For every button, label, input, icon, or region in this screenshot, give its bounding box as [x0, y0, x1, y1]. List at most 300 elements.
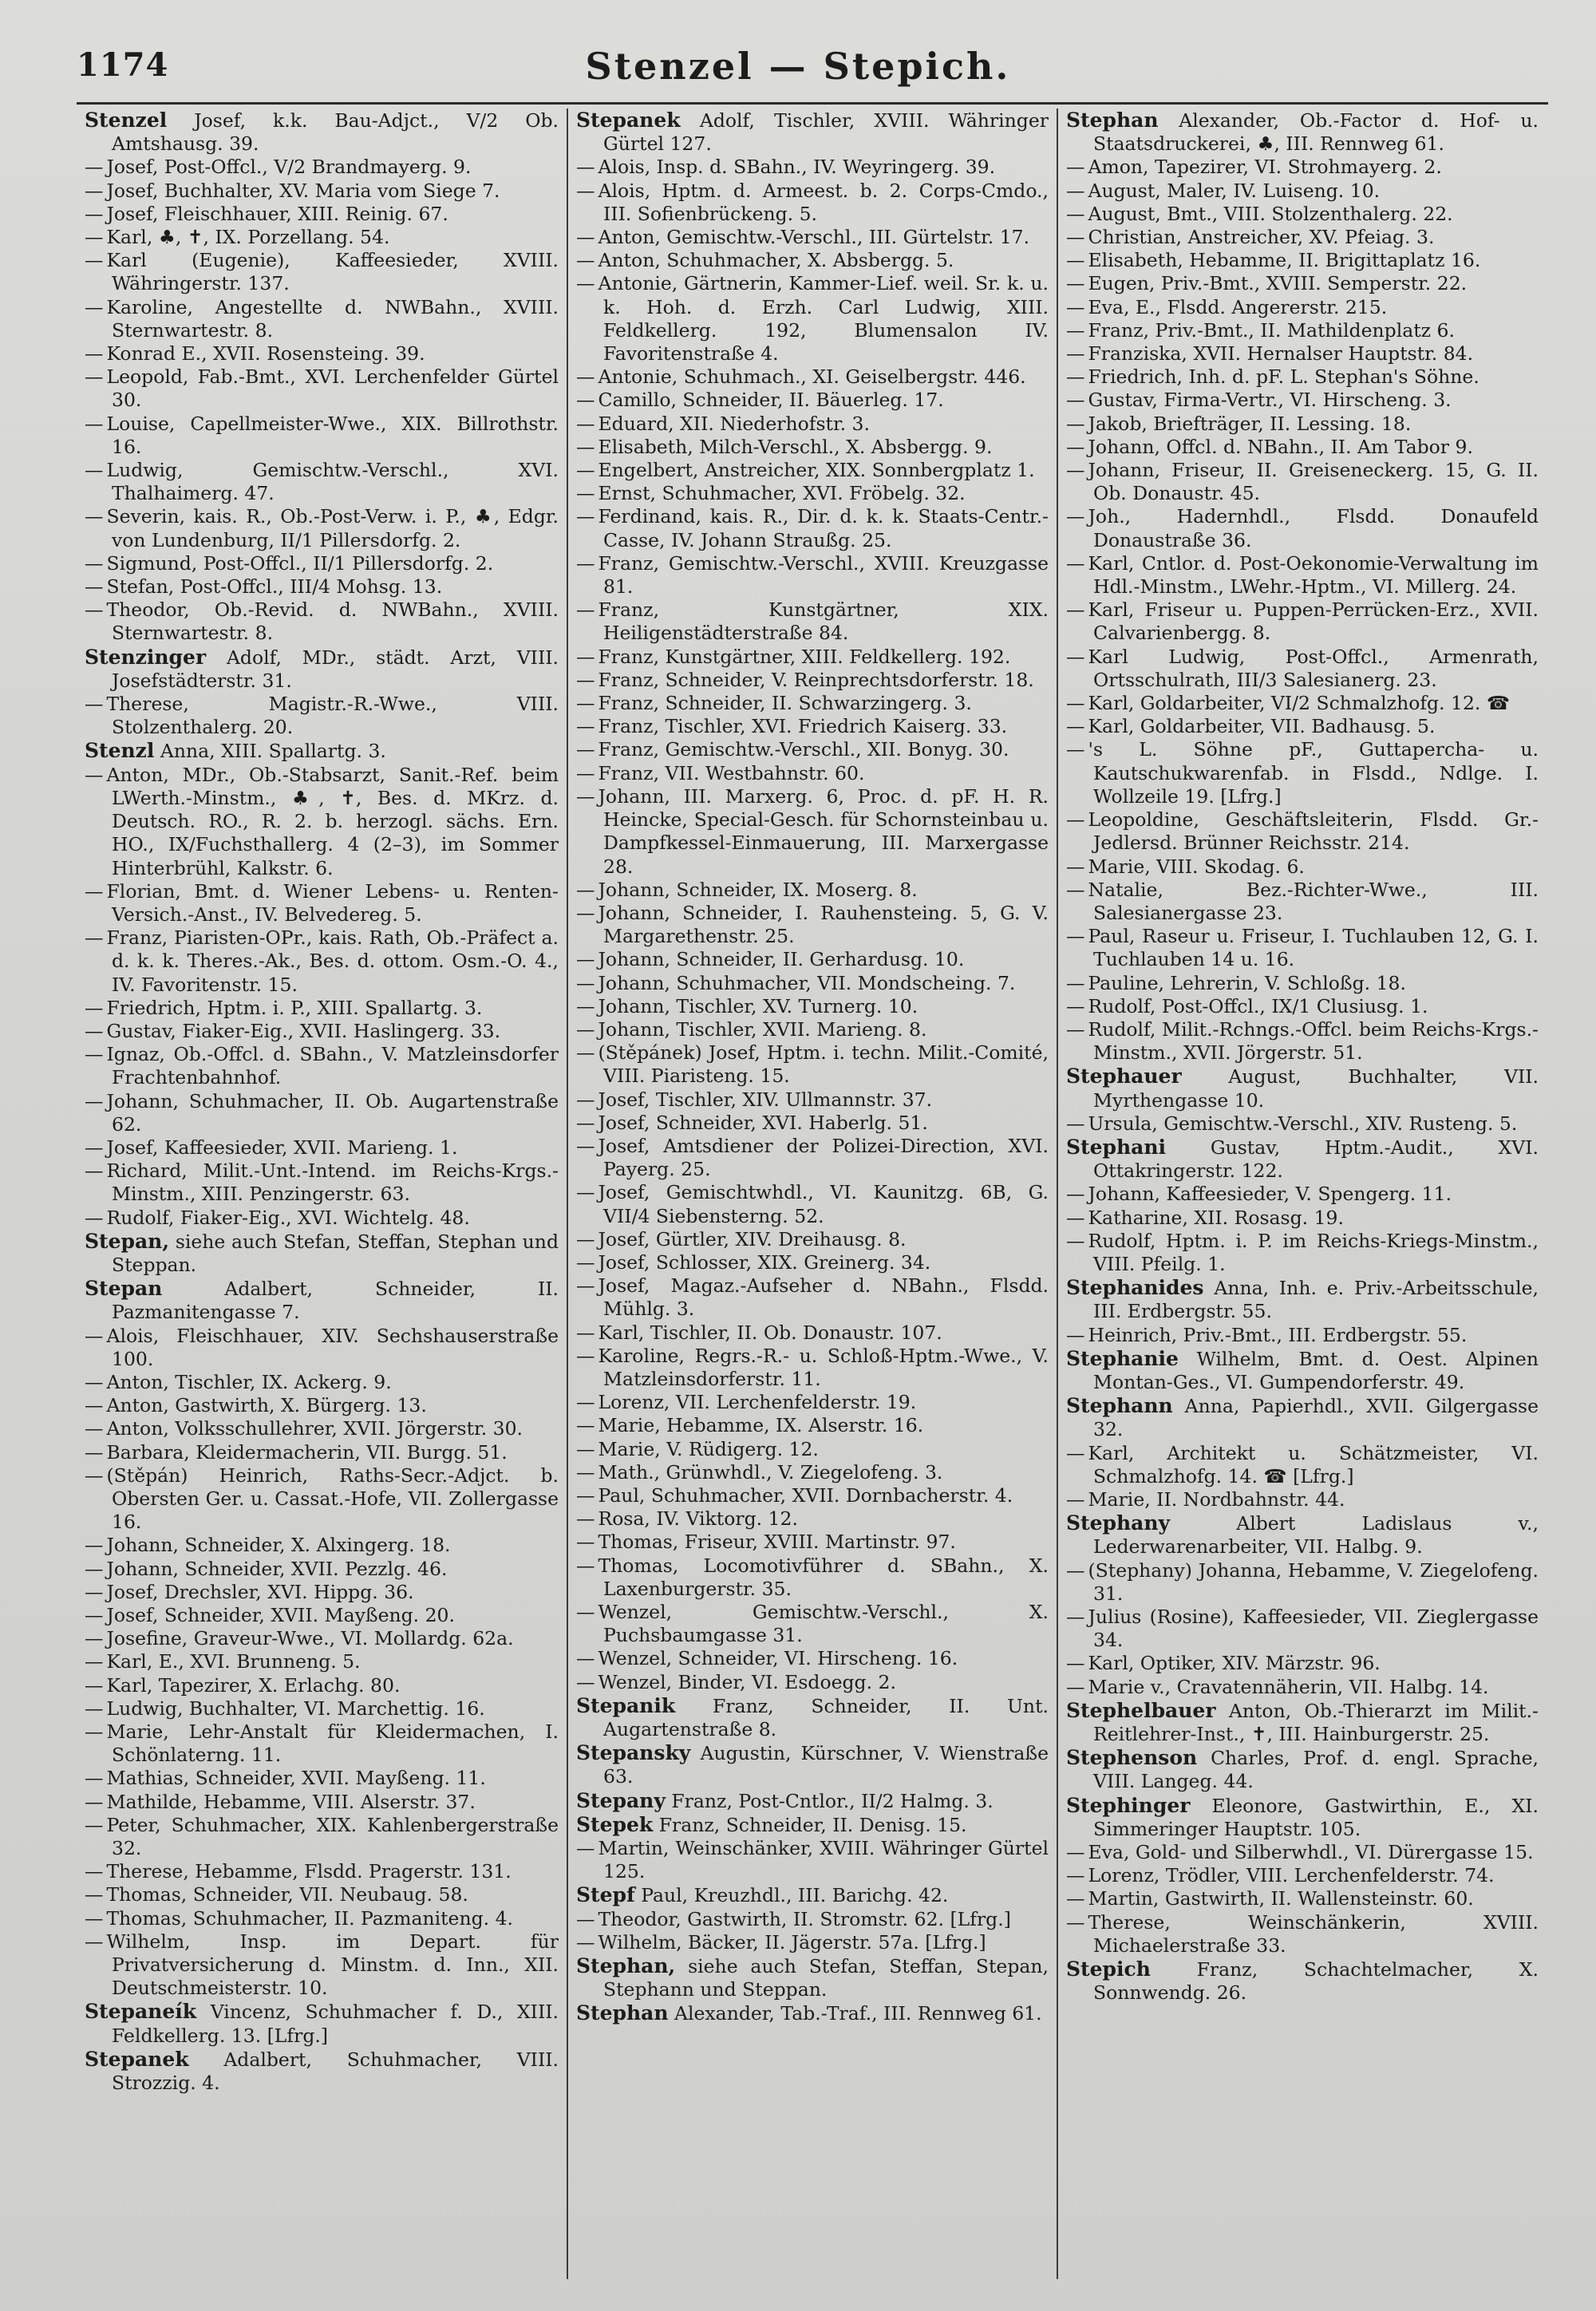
entry-text: Wilhelm, Insp. im Depart. für Privatversicherung d. Minstm. d. Inn., XII. Deutschmeisterstr. 10. — [106, 1930, 559, 2000]
directory-entry — [85, 764, 559, 880]
entry-text: Eleonore, Gastwirthin, E., XI. Simmeringer Hauptstr. 105. — [1093, 1794, 1539, 1840]
entry-surname: Stephanides — [1066, 1276, 1204, 1300]
continuation-dash: — — [576, 1041, 595, 1065]
directory-entry — [1066, 1488, 1539, 1511]
entry-text: Johann, Schneider, IX. Moserg. 8. — [598, 878, 918, 901]
directory-entry — [85, 1371, 559, 1394]
continuation-dash: — — [576, 692, 595, 715]
directory-entry — [576, 902, 1049, 948]
continuation-dash: — — [576, 1483, 595, 1507]
page-title: Stenzel — Stepich. — [585, 45, 1011, 88]
entry-text: Elisabeth, Milch-Verschl., X. Absbergg. 9. — [598, 435, 993, 458]
entry-text: Karoline, Regrs.-R.- u. Schloß-Hptm.-Wwe., V. Matzleinsdorferstr. 11. — [598, 1344, 1049, 1390]
entry-text: Martin, Weinschänker, XVIII. Währinger Gürtel 125. — [598, 1837, 1049, 1883]
directory-entry — [576, 1041, 1049, 1088]
directory-entry — [85, 1230, 559, 1277]
directory-entry — [576, 1251, 1049, 1274]
directory-entry — [85, 413, 559, 459]
directory-entry — [576, 1671, 1049, 1694]
continuation-dash: — — [1066, 1910, 1085, 1934]
entry-text: Ludwig, Gemischtw.-Verschl., XVI. Thalhaimerg. 47. — [106, 459, 559, 505]
directory-entry — [85, 1136, 559, 1159]
directory-entry — [576, 995, 1049, 1018]
entry-text: Karl, Goldarbeiter, VI/2 Schmalzhofg. 12. ☎ — [1088, 692, 1511, 715]
entry-text: Konrad E., XVII. Rosensteing. 39. — [106, 342, 425, 365]
entry-text: Alois, Insp. d. SBahn., IV. Weyringerg. 39. — [598, 156, 996, 179]
directory-entry — [576, 436, 1049, 459]
continuation-dash: — — [85, 1534, 104, 1557]
continuation-dash: — — [1066, 808, 1085, 832]
continuation-dash: — — [576, 1134, 595, 1157]
entry-text: Anton, Gastwirth, X. Bürgerg. 13. — [106, 1394, 427, 1417]
entry-text: Ludwig, Buchhalter, VI. Marchettig. 16. — [106, 1697, 485, 1720]
entry-surname: Stepf — [576, 1883, 635, 1907]
entry-text: Karl Ludwig, Post-Offcl., Armenrath, Ortsschulrath, III/3 Salesianerg. 23. — [1088, 645, 1539, 691]
directory-entry — [576, 109, 1049, 156]
entry-text: Marie, V. Rüdigerg. 12. — [598, 1437, 819, 1460]
directory-entry — [576, 413, 1049, 436]
entry-surname: Stephani — [1066, 1135, 1167, 1159]
continuation-dash: — — [576, 715, 595, 738]
directory-entry — [85, 1464, 559, 1535]
entry-text: Marie, Hebamme, IX. Alserstr. 16. — [598, 1414, 924, 1437]
entry-text: (Stěpán) Heinrich, Raths-Secr.-Adjct. b. Obersten Ger. u. Cassat.-Hofe, VII. Zollergasse 16. — [106, 1464, 559, 1534]
entry-text: Franz, Piaristen-OPr., kais. Rath, Ob.-Präfect a. d. k. k. Theres.-Ak., Bes. d. ottom. Osm.-O. 4., IV. Favoritenstr. 15. — [106, 926, 559, 996]
entry-text: Anna, XIII. Spallartg. 3. — [160, 740, 386, 763]
entry-text: Josef, k.k. Bau-Adjct., V/2 Ob. Amtshausg. 39. — [112, 109, 559, 156]
entry-text: Adalbert, Schneider, II. Pazmanitengasse 7. — [112, 1278, 559, 1324]
directory-entry — [576, 1908, 1049, 1931]
continuation-dash: — — [576, 761, 595, 784]
entry-text: Martin, Gastwirth, II. Wallensteinstr. 60. — [1088, 1887, 1474, 1910]
entry-text: Adolf, MDr., städt. Arzt, VIII. Josefstädterstr. 31. — [112, 646, 559, 692]
directory-entry — [1066, 1183, 1539, 1206]
continuation-dash: — — [85, 1394, 104, 1417]
continuation-dash: — — [576, 1181, 595, 1204]
entry-text: Anton, Gemischtw.-Verschl., III. Gürtelstr. 17. — [598, 226, 1030, 249]
directory-entry — [576, 1694, 1049, 1741]
entry-text: Friedrich, Hptm. i. P., XIII. Spallartg. 3. — [106, 996, 483, 1019]
directory-entry — [1066, 505, 1539, 551]
continuation-dash: — — [576, 412, 595, 435]
directory-entry — [576, 2001, 1049, 2025]
continuation-dash: — — [1066, 1841, 1085, 1864]
directory-entry — [576, 1837, 1049, 1883]
directory-entry — [85, 365, 559, 412]
continuation-dash: — — [1066, 1487, 1085, 1511]
directory-entry — [85, 249, 559, 295]
continuation-dash: — — [1066, 1652, 1085, 1675]
entry-text: Antonie, Gärtnerin, Kammer-Lief. weil. Sr. k. u. k. Hoh. d. Erzh. Carl Ludwig, XIII. Feldkellerg. 192, Blumensalon IV. Favoritenstraße 4. — [598, 272, 1049, 365]
entry-text: Karl (Eugenie), Kaffeesieder, XVIII. Währingerstr. 137. — [106, 249, 559, 295]
directory-entry — [576, 1461, 1049, 1484]
entry-text: Vincenz, Schuhmacher f. D., XIII. Feldkellerg. 13. [Lfrg.] — [112, 2001, 559, 2047]
entry-text: Karl, Friseur u. Puppen-Perrücken-Erz., XVII. Calvarienbergg. 8. — [1088, 598, 1539, 645]
continuation-dash: — — [85, 295, 104, 318]
directory-entry — [85, 1814, 559, 1860]
directory-entry — [85, 926, 559, 997]
continuation-dash: — — [1066, 1675, 1085, 1698]
entry-text: Eugen, Priv.-Bmt., XVIII. Semperstr. 22. — [1088, 272, 1468, 295]
directory-entry — [1066, 156, 1539, 179]
continuation-dash: — — [85, 1440, 104, 1464]
continuation-dash: — — [576, 1088, 595, 1111]
entry-text: Rudolf, Fiaker-Eig., XVI. Wichtelg. 48. — [106, 1206, 470, 1229]
directory-entry — [85, 1090, 559, 1136]
directory-entry — [576, 1438, 1049, 1461]
entry-text: Thomas, Schneider, VII. Neubaug. 58. — [106, 1883, 468, 1906]
continuation-dash: — — [1066, 1441, 1085, 1464]
directory-entry — [1066, 1652, 1539, 1675]
directory-entry — [576, 762, 1049, 785]
directory-entry — [85, 646, 559, 693]
entry-text: Anna, Papierhdl., XVII. Gilgergasse 32. — [1093, 1395, 1539, 1441]
entry-text: Franziska, XVII. Hernalser Hauptstr. 84. — [1088, 342, 1474, 365]
directory-entry — [1066, 879, 1539, 925]
directory-entry — [85, 1627, 559, 1650]
continuation-dash: — — [85, 1580, 104, 1603]
directory-entry — [576, 1414, 1049, 1437]
directory-entry — [85, 1277, 559, 1324]
directory-entry — [85, 1043, 559, 1089]
directory-entry — [1066, 646, 1539, 692]
entry-text: Franz, Tischler, XVI. Friedrich Kaiserg. 33. — [598, 715, 1008, 738]
entry-text: Josef, Kaffeesieder, XVII. Marieng. 1. — [106, 1136, 458, 1159]
continuation-dash: — — [1066, 1206, 1085, 1229]
directory-entry — [576, 785, 1049, 879]
entry-text: Lorenz, VII. Lerchenfelderstr. 19. — [598, 1391, 917, 1414]
continuation-dash: — — [576, 1111, 595, 1134]
entry-text: Franz, Schneider, II. Denisg. 15. — [658, 1813, 967, 1836]
directory-entry — [576, 1531, 1049, 1554]
continuation-dash: — — [1066, 505, 1085, 528]
directory-entry — [1066, 552, 1539, 598]
continuation-dash: — — [85, 202, 104, 225]
continuation-dash: — — [85, 1019, 104, 1042]
continuation-dash: — — [576, 878, 595, 901]
continuation-dash: — — [85, 1790, 104, 1813]
entry-text: Karl, Cntlor. d. Post-Oekonomie-Verwaltung im Hdl.-Minstm., LWehr.-Hptm., VI. Millerg. 24. — [1088, 551, 1539, 598]
continuation-dash: — — [576, 1274, 595, 1298]
continuation-dash: — — [85, 693, 104, 716]
entry-text: August, Buchhalter, VII. Myrthengasse 10. — [1093, 1065, 1539, 1112]
directory-entry — [1066, 1207, 1539, 1230]
entry-text: Thomas, Schuhmacher, II. Pazmaniteng. 4. — [106, 1906, 513, 1930]
directory-entry — [576, 1321, 1049, 1345]
continuation-dash: — — [1066, 272, 1085, 295]
directory-entry — [1066, 1511, 1539, 1558]
directory-entry — [576, 1228, 1049, 1251]
entry-text: Math., Grünwhdl., V. Ziegelofeng. 3. — [598, 1460, 943, 1483]
directory-entry — [85, 1767, 559, 1790]
directory-entry — [1066, 1887, 1539, 1910]
directory-entry — [1066, 389, 1539, 412]
directory-entry — [1066, 1911, 1539, 1957]
continuation-dash: — — [85, 1089, 104, 1112]
entry-text: Alexander, Ob.-Factor d. Hof- u. Staatsdruckerei, ♣, III. Rennweg 61. — [1093, 109, 1539, 156]
entry-text: Anton, Ob.-Thierarzt im Milit.-Reitlehrer-Inst., ✝, III. Hainburgerstr. 25. — [1093, 1699, 1539, 1746]
entry-text: Leopoldine, Geschäftsleiterin, Flsdd. Gr.-Jedlersd. Brünner Reichsstr. 214. — [1088, 808, 1539, 855]
directory-entry — [576, 459, 1049, 482]
entry-text: Paul, Kreuzhdl., III. Barichg. 42. — [641, 1884, 949, 1907]
directory-entry — [1066, 1606, 1539, 1652]
continuation-dash: — — [1066, 1606, 1085, 1628]
continuation-dash: — — [1066, 389, 1085, 412]
directory-entry — [85, 997, 559, 1020]
entry-text: Friedrich, Inh. d. pF. L. Stephan's Söhne. — [1088, 365, 1479, 389]
continuation-dash: — — [85, 1136, 104, 1159]
directory-entry — [576, 1181, 1049, 1227]
directory-entry — [1066, 296, 1539, 319]
directory-entry — [85, 1791, 559, 1814]
entry-text: Johann, Tischler, XVII. Marieng. 8. — [598, 1017, 927, 1041]
continuation-dash: — — [1066, 715, 1085, 738]
entry-text: Ferdinand, kais. R., Dir. d. k. k. Staats-Centr.-Casse, IV. Johann Straußg. 25. — [598, 505, 1049, 551]
continuation-dash: — — [1066, 994, 1085, 1017]
directory-entry — [85, 1720, 559, 1767]
entry-text: Franz, Kunstgärtner, XIII. Feldkellerg. 192. — [598, 645, 1011, 668]
directory-entry — [576, 180, 1049, 226]
directory-entry — [85, 156, 559, 179]
columns — [77, 109, 1548, 2279]
entry-text: Therese, Weinschänkerin, XVIII. Michaelerstraße 33. — [1088, 1910, 1539, 1957]
entry-surname: Stepaneík — [85, 2000, 197, 2024]
entry-surname: Stepich — [1066, 1957, 1151, 1981]
directory-entry — [1066, 808, 1539, 855]
entry-text: Anton, Schuhmacher, X. Absbergg. 5. — [598, 249, 954, 272]
entry-text: Theodor, Gastwirth, II. Stromstr. 62. [Lfrg.] — [598, 1907, 1011, 1930]
entry-text: Anton, Volksschullehrer, XVII. Jörgerstr. 30. — [106, 1417, 523, 1440]
directory-entry — [1066, 249, 1539, 272]
continuation-dash: — — [85, 365, 104, 389]
directory-entry — [85, 1558, 559, 1581]
continuation-dash: — — [576, 1321, 595, 1344]
directory-entry — [576, 1813, 1049, 1837]
continuation-dash: — — [576, 901, 595, 924]
directory-entry — [1066, 715, 1539, 738]
directory-entry — [1066, 1794, 1539, 1841]
entry-text: Adalbert, Schuhmacher, VIII. Strozzig. 4. — [112, 2048, 559, 2095]
entry-text: Wenzel, Gemischtw.-Verschl., X. Puchsbaumgasse 31. — [598, 1601, 1049, 1647]
entry-surname: Stenzl — [85, 739, 155, 763]
entry-surname: Stepanik — [576, 1693, 676, 1717]
continuation-dash: — — [576, 505, 595, 528]
continuation-dash: — — [1066, 738, 1085, 761]
directory-entry — [1066, 972, 1539, 995]
directory-entry — [576, 1391, 1049, 1414]
continuation-dash: — — [576, 645, 595, 668]
entry-text: Leopold, Fab.-Bmt., XVI. Lerchenfelder Gürtel 30. — [106, 365, 559, 412]
directory-entry — [85, 1441, 559, 1464]
entry-text: Stefan, Post-Offcl., III/4 Mohsg. 13. — [106, 575, 443, 598]
continuation-dash: — — [1066, 551, 1085, 575]
header-rule — [77, 102, 1548, 105]
directory-entry — [576, 1507, 1049, 1531]
entry-text: Mathias, Schneider, XVII. Mayßeng. 11. — [106, 1767, 486, 1790]
continuation-dash: — — [576, 1344, 595, 1367]
continuation-dash: — — [576, 179, 595, 202]
entry-text: (Stephany) Johanna, Hebamme, V. Ziegelofeng. 31. — [1088, 1558, 1539, 1605]
directory-entry — [576, 505, 1049, 551]
directory-entry — [576, 646, 1049, 669]
entry-text: Anton, MDr., Ob.-Stabsarzt, Sanit.-Ref. beim LWerth.-Minstm., ♣, ✝, Bes. d. MKrz. d. Deutsch. RO., R. 2. b. herzogl. sächs. Ern. HO., IX/Fuchsthallerg. 4 (2–3), im Sommer Hinterbrühl, Kalkstr. 6. — [106, 763, 559, 879]
continuation-dash: — — [576, 1437, 595, 1460]
continuation-dash: — — [85, 459, 104, 482]
entry-surname: Stephauer — [1066, 1065, 1182, 1088]
continuation-dash: — — [576, 1227, 595, 1250]
entry-text: Thomas, Friseur, XVIII. Martinstr. 97. — [598, 1531, 956, 1554]
directory-entry — [85, 1674, 559, 1697]
entry-text: Franz, Kunstgärtner, XIX. Heiligenstädterstraße 84. — [598, 598, 1049, 645]
directory-entry — [85, 693, 559, 739]
entry-text: Eduard, XII. Niederhofstr. 3. — [598, 412, 870, 435]
entry-text: Paul, Schuhmacher, XVII. Dornbacherstr. 4. — [598, 1483, 1013, 1507]
continuation-dash: — — [576, 1837, 595, 1860]
entry-text: Josef, Magaz.-Aufseher d. NBahn., Flsdd. Mühlg. 3. — [598, 1274, 1049, 1321]
continuation-dash: — — [576, 1670, 595, 1693]
directory-entry — [576, 1954, 1049, 2001]
entry-text: Pauline, Lehrerin, V. Schloßg. 18. — [1088, 971, 1406, 994]
entry-text: Ernst, Schuhmacher, XVI. Fröbelg. 32. — [598, 482, 966, 505]
directory-entry — [85, 739, 559, 763]
directory-entry — [85, 880, 559, 926]
entry-surname: Stephelbauer — [1066, 1698, 1216, 1722]
directory-entry — [1066, 1559, 1539, 1606]
directory-entry — [1066, 995, 1539, 1018]
continuation-dash: — — [85, 763, 104, 786]
continuation-dash: — — [85, 1720, 104, 1744]
entry-text: Alois, Fleischhauer, XIV. Sechshauserstraße 100. — [106, 1324, 559, 1370]
continuation-dash: — — [85, 226, 104, 249]
continuation-dash: — — [1066, 365, 1085, 389]
directory-entry — [85, 2000, 559, 2047]
continuation-dash: — — [1066, 855, 1085, 878]
continuation-dash: — — [576, 226, 595, 249]
continuation-dash: — — [576, 1507, 595, 1531]
entry-text: siehe auch Stefan, Steffan, Stepan, Stephann und Steppan. — [603, 1955, 1049, 2001]
entry-text: Johann, Schuhmacher, VII. Mondscheing. 7. — [598, 971, 1016, 994]
entry-text: Thomas, Locomotivführer d. SBahn., X. Laxenburgerstr. 35. — [598, 1554, 1049, 1600]
continuation-dash: — — [85, 1604, 104, 1626]
entry-surname: Stepan, — [85, 1229, 170, 1253]
continuation-dash: — — [1066, 435, 1085, 458]
directory-entry — [85, 1394, 559, 1417]
entry-surname: Stephany — [1066, 1511, 1171, 1535]
entry-text: Rudolf, Milit.-Rchngs.-Offcl. beim Reichs-Krgs.-Minstm., XVII. Jörgerstr. 51. — [1088, 1017, 1539, 1065]
entry-text: Johann, Friseur, II. Greiseneckerg. 15, G. II. Ob. Donaustr. 45. — [1088, 459, 1539, 505]
entry-text: Franz, Gemischtw.-Verschl., XII. Bonyg. 30. — [598, 738, 1009, 761]
continuation-dash: — — [85, 879, 104, 903]
continuation-dash: — — [85, 575, 104, 598]
entry-text: Christian, Anstreicher, XV. Pfeiag. 3. — [1088, 226, 1435, 249]
entry-text: Augustin, Kürschner, V. Wienstraße 63. — [603, 1742, 1049, 1788]
continuation-dash: — — [85, 505, 104, 528]
continuation-dash: — — [1066, 342, 1085, 365]
continuation-dash: — — [85, 1043, 104, 1066]
entry-text: Johann, Tischler, XV. Turnerg. 10. — [598, 994, 918, 1017]
entry-text: Natalie, Bez.-Richter-Wwe., III. Salesianergasse 23. — [1088, 878, 1539, 924]
entry-text: Peter, Schuhmacher, XIX. Kahlenbergerstraße 32. — [106, 1813, 559, 1860]
continuation-dash: — — [1066, 1864, 1085, 1887]
directory-entry — [576, 226, 1049, 249]
directory-entry — [1066, 413, 1539, 436]
continuation-dash: — — [85, 1627, 104, 1650]
continuation-dash: — — [85, 1159, 104, 1183]
entry-text: Ignaz, Ob.-Offcl. d. SBahn., V. Matzleinsdorfer Frachtenbahnhof. — [106, 1043, 559, 1089]
entry-surname: Stephan — [576, 2001, 669, 2025]
entry-text: Mathilde, Hebamme, VIII. Alserstr. 37. — [106, 1790, 476, 1813]
directory-entry — [576, 249, 1049, 272]
entry-text: 's L. Söhne pF., Guttapercha- u. Kautschukwarenfab. in Flsdd., Ndlge. I. Wollzeile 19. [Lfrg.] — [1088, 738, 1539, 808]
directory-entry — [576, 972, 1049, 995]
entry-surname: Stenzinger — [85, 645, 207, 669]
entry-surname: Stepany — [576, 1788, 666, 1812]
continuation-dash: — — [576, 971, 595, 994]
entry-text: Richard, Milit.-Unt.-Intend. im Reichs-Krgs.-Minstm., XIII. Penzingerstr. 63. — [106, 1159, 559, 1206]
entry-text: Karl, E., XVI. Brunneng. 5. — [106, 1650, 361, 1673]
entry-text: Eva, Gold- und Silberwhdl., VI. Dürergasse 15. — [1088, 1841, 1534, 1864]
directory-entry — [1066, 1676, 1539, 1699]
directory-entry — [576, 482, 1049, 505]
directory-entry — [1066, 738, 1539, 808]
continuation-dash: — — [1066, 1112, 1085, 1135]
entry-text: Barbara, Kleidermacherin, VII. Burgg. 51. — [106, 1440, 508, 1464]
directory-entry — [576, 389, 1049, 412]
entry-text: Wilhelm, Bäcker, II. Jägerstr. 57a. [Lfrg.] — [598, 1930, 986, 1953]
continuation-dash: — — [1066, 295, 1085, 318]
entry-text: Marie, VIII. Skodag. 6. — [1088, 855, 1305, 878]
directory-entry — [576, 1789, 1049, 1813]
directory-entry — [85, 459, 559, 505]
continuation-dash: — — [1066, 1183, 1085, 1206]
continuation-dash: — — [576, 551, 595, 575]
entry-text: Josefine, Graveur-Wwe., VI. Mollardg. 62a. — [106, 1627, 514, 1650]
directory-entry — [576, 1883, 1049, 1907]
directory-entry — [576, 1601, 1049, 1647]
directory-entry — [85, 203, 559, 226]
directory-entry — [1066, 1347, 1539, 1394]
directory-entry — [1066, 1841, 1539, 1864]
continuation-dash: — — [85, 179, 104, 202]
directory-entry — [1066, 1112, 1539, 1136]
directory-entry — [1066, 1065, 1539, 1112]
entry-text: Anna, Inh. e. Priv.-Arbeitsschule, III. Erdbergstr. 55. — [1093, 1277, 1539, 1323]
continuation-dash: — — [85, 926, 104, 950]
entry-text: Josef, Schneider, XVII. Mayßeng. 20. — [106, 1604, 455, 1626]
directory-entry — [85, 1159, 559, 1206]
entry-surname: Stephan — [1066, 109, 1159, 132]
entry-text: Karl, Goldarbeiter, VII. Badhausg. 5. — [1088, 715, 1436, 738]
directory-entry — [1066, 855, 1539, 879]
entry-text: Rudolf, Hptm. i. P. im Reichs-Kriegs-Minstm., VIII. Pfeilg. 1. — [1088, 1229, 1539, 1275]
directory-entry — [576, 1931, 1049, 1954]
directory-entry — [576, 598, 1049, 645]
continuation-dash: — — [1066, 412, 1085, 435]
entry-text: Karl, Optiker, XIV. Märzstr. 96. — [1088, 1652, 1381, 1675]
entry-text: Alois, Hptm. d. Armeest. b. 2. Corps-Cmdo., III. Sofienbrückeng. 5. — [598, 179, 1049, 225]
entry-surname: Stepanek — [85, 2047, 189, 2071]
directory-entry — [85, 2048, 559, 2095]
entry-text: Lorenz, Trödler, VIII. Lerchenfelderstr. 74. — [1088, 1864, 1495, 1887]
entry-text: Anton, Tischler, IX. Ackerg. 9. — [106, 1370, 392, 1393]
entry-text: Johann, Offcl. d. NBahn., II. Am Tabor 9. — [1088, 435, 1473, 458]
continuation-dash: — — [85, 1464, 104, 1487]
continuation-dash: — — [576, 459, 595, 482]
directory-entry — [576, 1741, 1049, 1788]
entry-text: Therese, Magistr.-R.-Wwe., VIII. Stolzenthalerg. 20. — [106, 693, 559, 739]
directory-entry — [576, 1274, 1049, 1321]
continuation-dash: — — [576, 1647, 595, 1670]
